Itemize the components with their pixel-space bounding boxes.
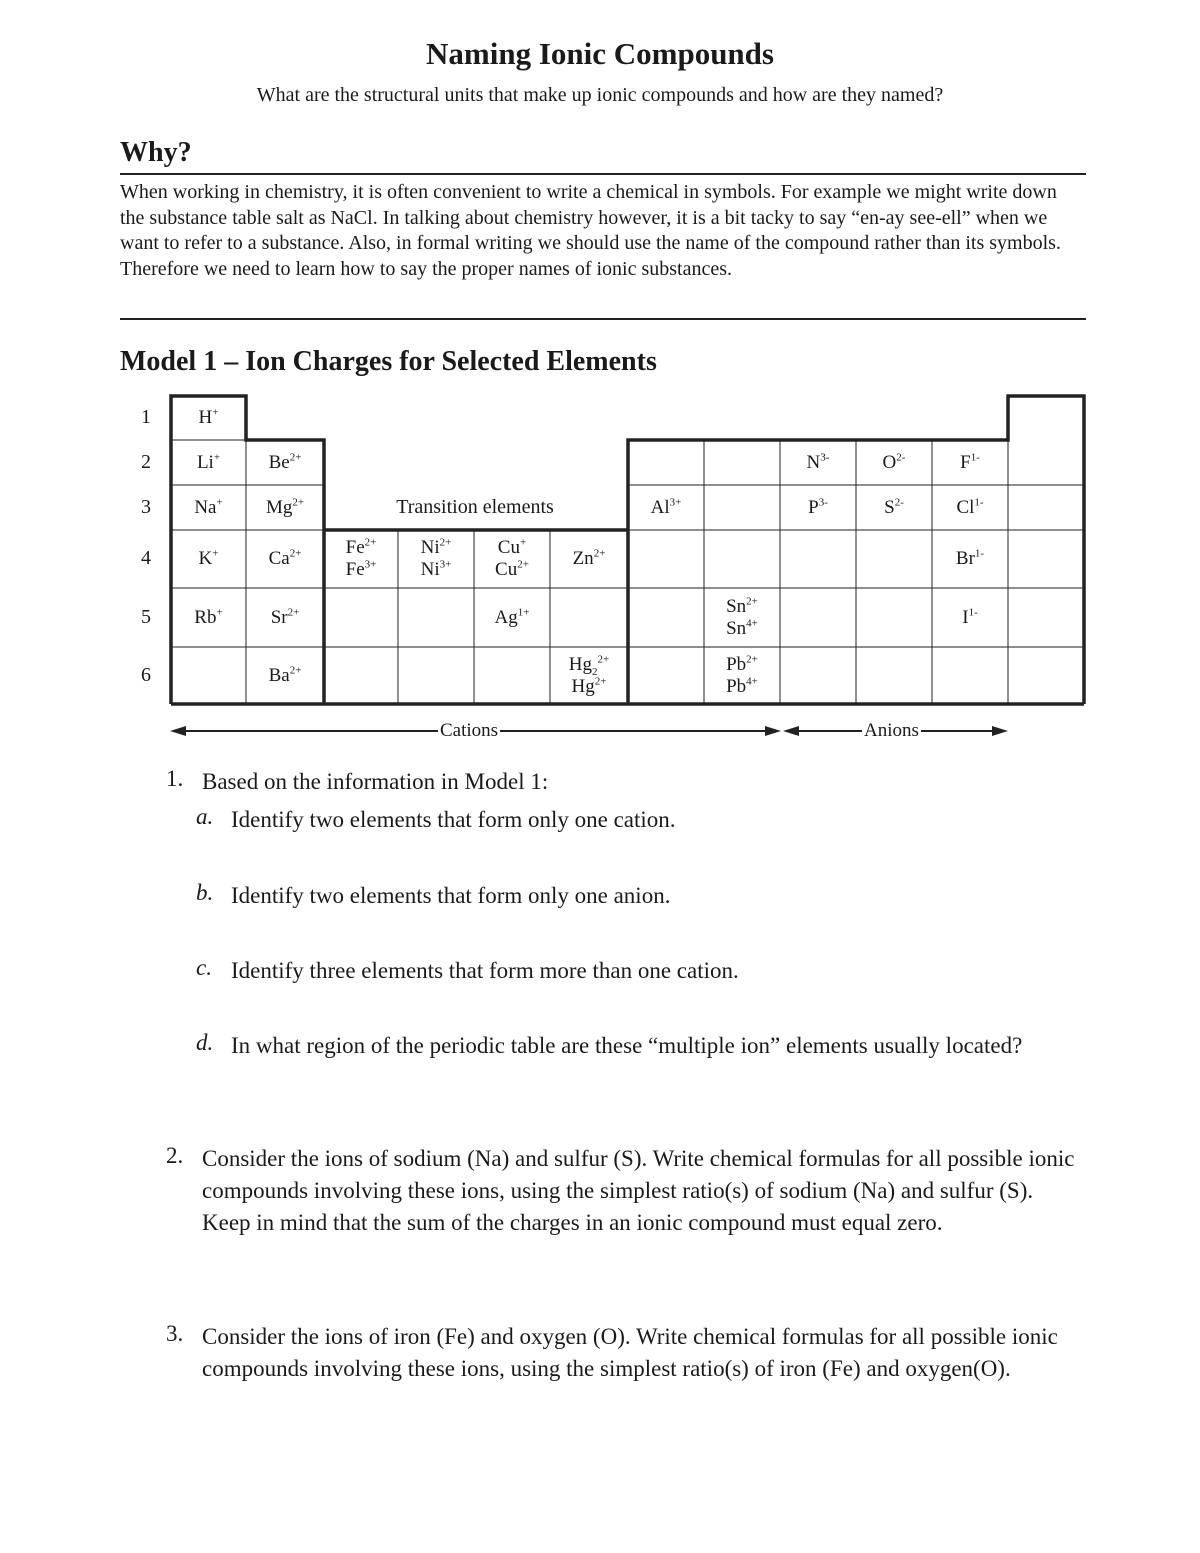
ion-symbol: Hg [571, 675, 595, 697]
ion-symbol: Li [196, 451, 214, 473]
ion-charge: + [212, 547, 219, 560]
ion-sn-1 [726, 618, 758, 640]
ion-symbol: Hg [568, 653, 592, 675]
ion-symbol: O [882, 451, 897, 473]
ion-pb-1 [726, 676, 758, 698]
ion-ca-0 [269, 548, 302, 570]
ion-charge: 2+ [746, 653, 758, 666]
ion-symbol: Sr [270, 606, 288, 628]
ion-i-0 [962, 607, 978, 629]
question-1c-text: Identify three elements that form more than one cation. [231, 958, 739, 983]
element-cell-sn [704, 588, 780, 647]
ion-symbol: Cu [495, 559, 518, 580]
ion-ba-0 [269, 665, 302, 687]
ion-symbol: N [806, 451, 821, 473]
ion-pb-0 [726, 654, 758, 676]
ion-symbol: Cl [956, 496, 975, 518]
row-number: 2 [141, 451, 151, 473]
ion-sr-0 [271, 607, 300, 629]
ion-charge: 4+ [746, 675, 758, 688]
element-cell-al [628, 485, 704, 530]
ion-charge: 2+ [292, 496, 305, 509]
ion-symbol: F [960, 451, 971, 473]
ion-charge: 2+ [517, 558, 529, 571]
ion-symbol: Na [194, 496, 217, 518]
row-number: 4 [141, 547, 151, 569]
ion-symbol: Mg [265, 496, 293, 518]
row-number: 6 [141, 664, 151, 686]
element-cell-ni [398, 530, 474, 588]
ion-subscript: 2 [592, 665, 598, 678]
ion-symbol: Fe [345, 559, 365, 580]
element-cell-n [780, 440, 856, 485]
element-cell-hg [550, 647, 628, 704]
ion-s-0 [884, 497, 904, 519]
element-cell-ba [246, 647, 324, 704]
ion-charge: 3+ [669, 496, 682, 509]
page-subtitle: What are the structural units that make up ionic compounds and how are they named? [256, 84, 944, 106]
ion-hg-0 [569, 654, 609, 676]
question-1-text: Based on the information in Model 1: [202, 769, 549, 794]
question-1b-text: Identify two elements that form only one anion. [231, 883, 671, 908]
ion-symbol: Ni [420, 537, 440, 559]
ion-br-0 [956, 548, 984, 570]
ion-charge: 3- [820, 451, 830, 464]
model-title: Model 1 – Ion Charges for Selected Elements [120, 346, 657, 377]
ion-cl-0 [956, 497, 983, 519]
element-cell-cu [474, 530, 550, 588]
ion-mg-0 [266, 497, 304, 519]
element-cell-f [932, 440, 1008, 485]
question-3-text: Consider the ions of iron (Fe) and oxygen (O). Write chemical formulas for all possible ionic compounds involving these ions, using the simplest ratio(s) of iron (Fe) and oxygen(O). [202, 1324, 1058, 1381]
row-number: 5 [141, 606, 151, 628]
anions-label: Anions [864, 720, 919, 741]
row-number: 3 [141, 496, 151, 518]
ion-p-0 [808, 497, 828, 519]
ion-charge: 2+ [597, 653, 610, 666]
ion-symbol: Ba [268, 664, 290, 686]
ion-charge: + [519, 536, 527, 549]
ion-symbol: Ni [420, 559, 440, 580]
element-cell-rb [171, 588, 246, 647]
ion-charge: 1+ [517, 606, 530, 619]
ion-be-0 [269, 452, 302, 474]
ion-charge: 2+ [289, 451, 302, 464]
ion-k-0 [199, 548, 219, 570]
element-cell-s [856, 485, 932, 530]
ion-cu-1 [495, 559, 529, 581]
ion-symbol: Br [955, 548, 975, 570]
cations-arrow-left-head [170, 726, 186, 736]
ion-charge: 2+ [594, 675, 607, 688]
element-cell-fe [324, 530, 398, 588]
row-number: 1 [141, 406, 151, 428]
ion-symbol: Ca [268, 548, 290, 570]
ion-charge: 2- [894, 496, 904, 509]
ion-charge: 1- [968, 606, 978, 619]
question-1c-letter: c. [196, 955, 212, 980]
transition-elements-label: Transition elements [396, 496, 554, 518]
question-1a-letter: a. [196, 804, 214, 829]
ion-symbol: P [808, 496, 819, 518]
question-2-text: Consider the ions of sodium (Na) and sulfur (S). Write chemical formulas for all possible ionic compounds involving these ions, using the simplest ratio(s) of sodium (Na) and sulfur (S). Keep in mind that the sum of the charges in an ionic compound must equal zero. [202, 1146, 1075, 1235]
element-cell-i [932, 588, 1008, 647]
element-cell-k [171, 530, 246, 588]
ion-o-0 [883, 452, 906, 474]
ion-charge: 2+ [746, 595, 758, 608]
ion-li-0 [197, 452, 220, 474]
question-3-number: 3. [166, 1321, 184, 1346]
element-cell-cl [932, 485, 1008, 530]
ion-charge: 1- [974, 547, 985, 560]
ion-ni-0 [421, 537, 452, 559]
ion-charge: 3+ [364, 558, 377, 571]
ion-zn-0 [573, 548, 606, 570]
ion-symbol: Sn [726, 595, 747, 617]
ion-symbol: Sn [726, 617, 747, 639]
ion-fe-0 [346, 537, 377, 559]
question-1d-letter: d. [196, 1030, 214, 1055]
ion-charge: 2+ [289, 664, 302, 677]
ion-charge: 2+ [289, 547, 302, 560]
ion-ag-0 [495, 607, 530, 629]
ion-charge: + [213, 451, 221, 464]
ion-symbol: Zn [572, 548, 594, 570]
ion-h-0 [199, 407, 219, 429]
ion-ni-1 [421, 559, 452, 581]
ion-rb-0 [194, 607, 222, 629]
why-heading: Why? [120, 137, 192, 168]
ion-symbol: Al [650, 496, 670, 518]
element-cell-pb [704, 647, 780, 704]
anions-arrow-right-head [992, 726, 1008, 736]
ion-symbol: I [962, 606, 969, 628]
ion-cu-0 [498, 537, 526, 559]
ion-charge: 2+ [593, 547, 606, 560]
ion-sn-0 [726, 596, 758, 618]
ion-charge: + [212, 406, 219, 419]
ion-charge: 1- [970, 451, 980, 464]
question-1-number: 1. [166, 766, 184, 791]
ion-charge: 2+ [364, 536, 377, 549]
element-cell-ag [474, 588, 550, 647]
question-1b-letter: b. [196, 880, 214, 905]
ion-symbol: Pb [726, 675, 747, 697]
element-cell-ca [246, 530, 324, 588]
ion-charge: 4+ [746, 617, 758, 630]
ion-n-0 [807, 452, 830, 474]
cations-label: Cations [440, 720, 499, 741]
question-1d-text: In what region of the periodic table are these “multiple ion” elements usually located? [231, 1033, 1023, 1058]
element-cell-sr [246, 588, 324, 647]
ion-symbol: Ag [494, 606, 518, 628]
ion-symbol: H [198, 407, 213, 429]
ion-f-0 [960, 452, 980, 474]
ion-charge: + [216, 496, 223, 509]
ion-symbol: Cu [497, 537, 520, 559]
ion-symbol: K [198, 548, 213, 570]
element-cell-mg [246, 485, 324, 530]
question-1a-text: Identify two elements that form only one cation. [231, 807, 676, 832]
why-paragraph: When working in chemistry, it is often convenient to write a chemical in symbols. For example we might write down the substance table salt as NaCl. In talking about chemistry however, it is a bit tacky to say “en-ay see-ell” when we want to refer to a substance. Also, in formal writing we should use the name of the compound rather than its symbols. Therefore we need to learn how to say the proper names of ionic substances. [120, 181, 1061, 280]
ion-charge: 2+ [439, 536, 452, 549]
element-cell-o [856, 440, 932, 485]
ion-charge: 1- [974, 496, 984, 509]
element-cell-li [171, 440, 246, 485]
element-cell-p [780, 485, 856, 530]
ion-charge: 2+ [287, 606, 300, 619]
page-title: Naming Ionic Compounds [426, 36, 774, 71]
ion-charge: 3- [818, 496, 828, 509]
element-cell-zn [550, 530, 628, 588]
cations-arrow-right-head [765, 726, 781, 736]
ion-charge: + [216, 606, 223, 619]
question-2-number: 2. [166, 1143, 184, 1168]
ion-symbol: Fe [345, 537, 365, 559]
ion-hg-1 [572, 676, 607, 698]
ion-charge: 3+ [439, 558, 452, 571]
ion-symbol: S [884, 496, 895, 518]
element-cell-h [171, 396, 246, 440]
anions-arrow-left-head [783, 726, 799, 736]
element-cell-br [932, 530, 1008, 588]
ion-al-0 [651, 497, 682, 519]
ion-symbol: Pb [726, 653, 747, 675]
element-cell-na [171, 485, 246, 530]
ion-fe-1 [346, 559, 377, 581]
ion-charge: 2- [896, 451, 906, 464]
ion-symbol: Rb [194, 606, 217, 628]
ion-symbol: Be [268, 451, 290, 473]
element-cell-be [246, 440, 324, 485]
ion-na-0 [194, 497, 222, 519]
